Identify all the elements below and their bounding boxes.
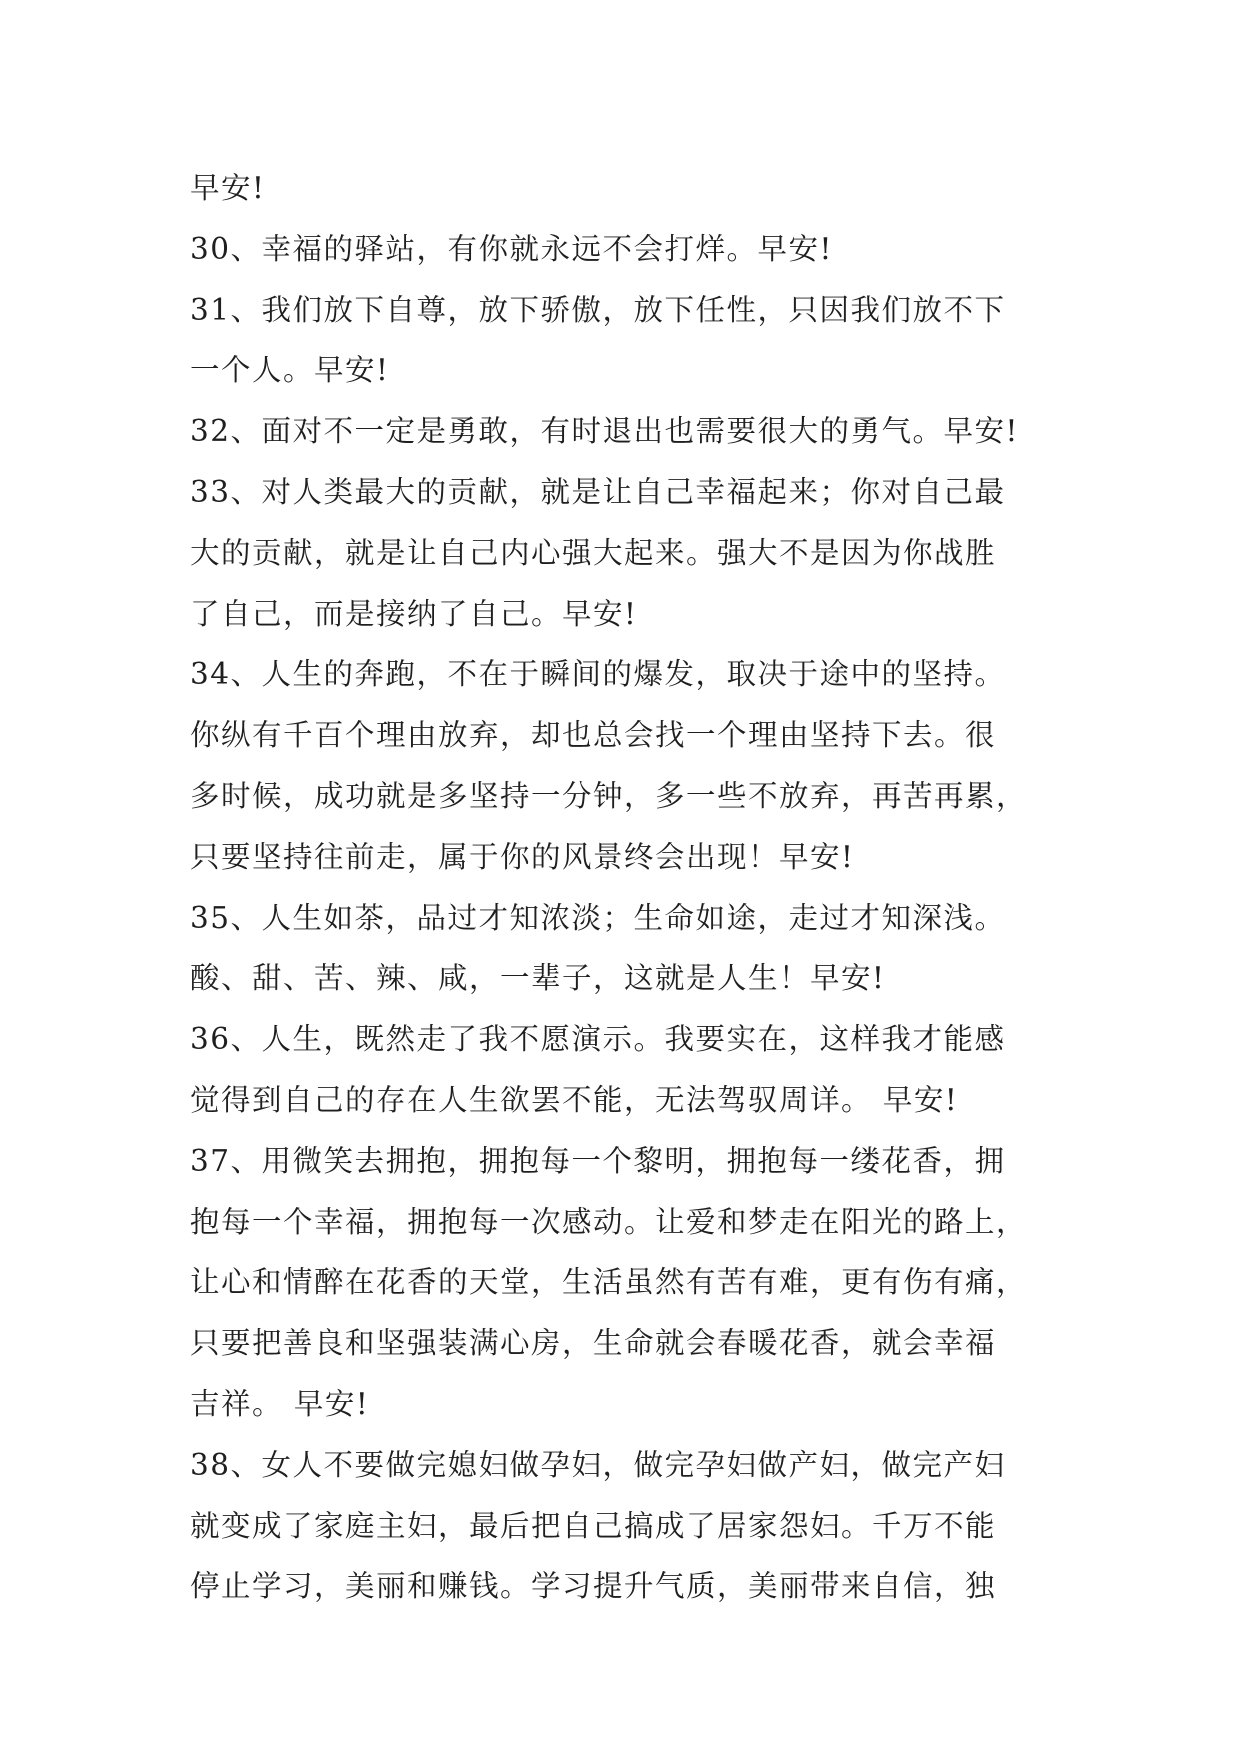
text-line: 觉得到自己的存在人生欲罢不能，无法驾驭周详。 早安!	[190, 1082, 959, 1117]
text-line: 你纵有千百个理由放弃，却也总会找一个理由坚持下去。很	[190, 718, 997, 753]
text-line: 30、幸福的驿站，有你就永远不会打烊。早安!	[190, 231, 833, 266]
text-line: 36、人生，既然走了我不愿演示。我要实在，这样我才能感	[190, 1022, 1006, 1057]
text-line: 只要把善良和坚强装满心房，生命就会春暖花香，就会幸福	[190, 1326, 997, 1361]
text-line: 停止学习，美丽和赚钱。学习提升气质，美丽带来自信，独	[190, 1569, 997, 1604]
text-line: 让心和情醉在花香的天堂，生活虽然有苦有难，更有伤有痛，	[190, 1265, 1028, 1300]
text-line: 大的贡献，就是让自己内心强大起来。强大不是因为你战胜	[190, 535, 997, 570]
text-line: 32、面对不一定是勇敢，有时退出也需要很大的勇气。早安!	[190, 414, 1019, 449]
text-line: 抱每一个幸福，拥抱每一次感动。让爱和梦走在阳光的路上，	[190, 1204, 1028, 1239]
body-text	[190, 158, 1090, 1617]
text-line: 一个人。早安!	[190, 353, 390, 388]
text-line: 了自己，而是接纳了自己。早安!	[190, 596, 638, 631]
text-line: 酸、甜、苦、辣、咸，一辈子，这就是人生！早安!	[190, 961, 886, 996]
text-line: 吉祥。 早安!	[190, 1386, 370, 1421]
text-line: 37、用微笑去拥抱，拥抱每一个黎明，拥抱每一缕花香，拥	[190, 1143, 1006, 1178]
text-line: 38、女人不要做完媳妇做孕妇，做完孕妇做产妇，做完产妇	[190, 1447, 1006, 1482]
text-line: 只要坚持往前走，属于你的风景终会出现！早安!	[190, 839, 855, 874]
text-line: 34、人生的奔跑，不在于瞬间的爆发，取决于途中的坚持。	[190, 657, 1006, 692]
text-line: 就变成了家庭主妇，最后把自己搞成了居家怨妇。千万不能	[190, 1508, 997, 1543]
text-line: 31、我们放下自尊，放下骄傲，放下任性，只因我们放不下	[190, 292, 1006, 327]
text-line: 早安!	[190, 171, 266, 205]
text-line: 35、人生如茶，品过才知浓淡；生命如途，走过才知深浅。	[190, 900, 1006, 935]
text-line: 33、对人类最大的贡献，就是让自己幸福起来；你对自己最	[190, 474, 1006, 509]
text-line: 多时候，成功就是多坚持一分钟，多一些不放弃，再苦再累，	[190, 778, 1028, 813]
